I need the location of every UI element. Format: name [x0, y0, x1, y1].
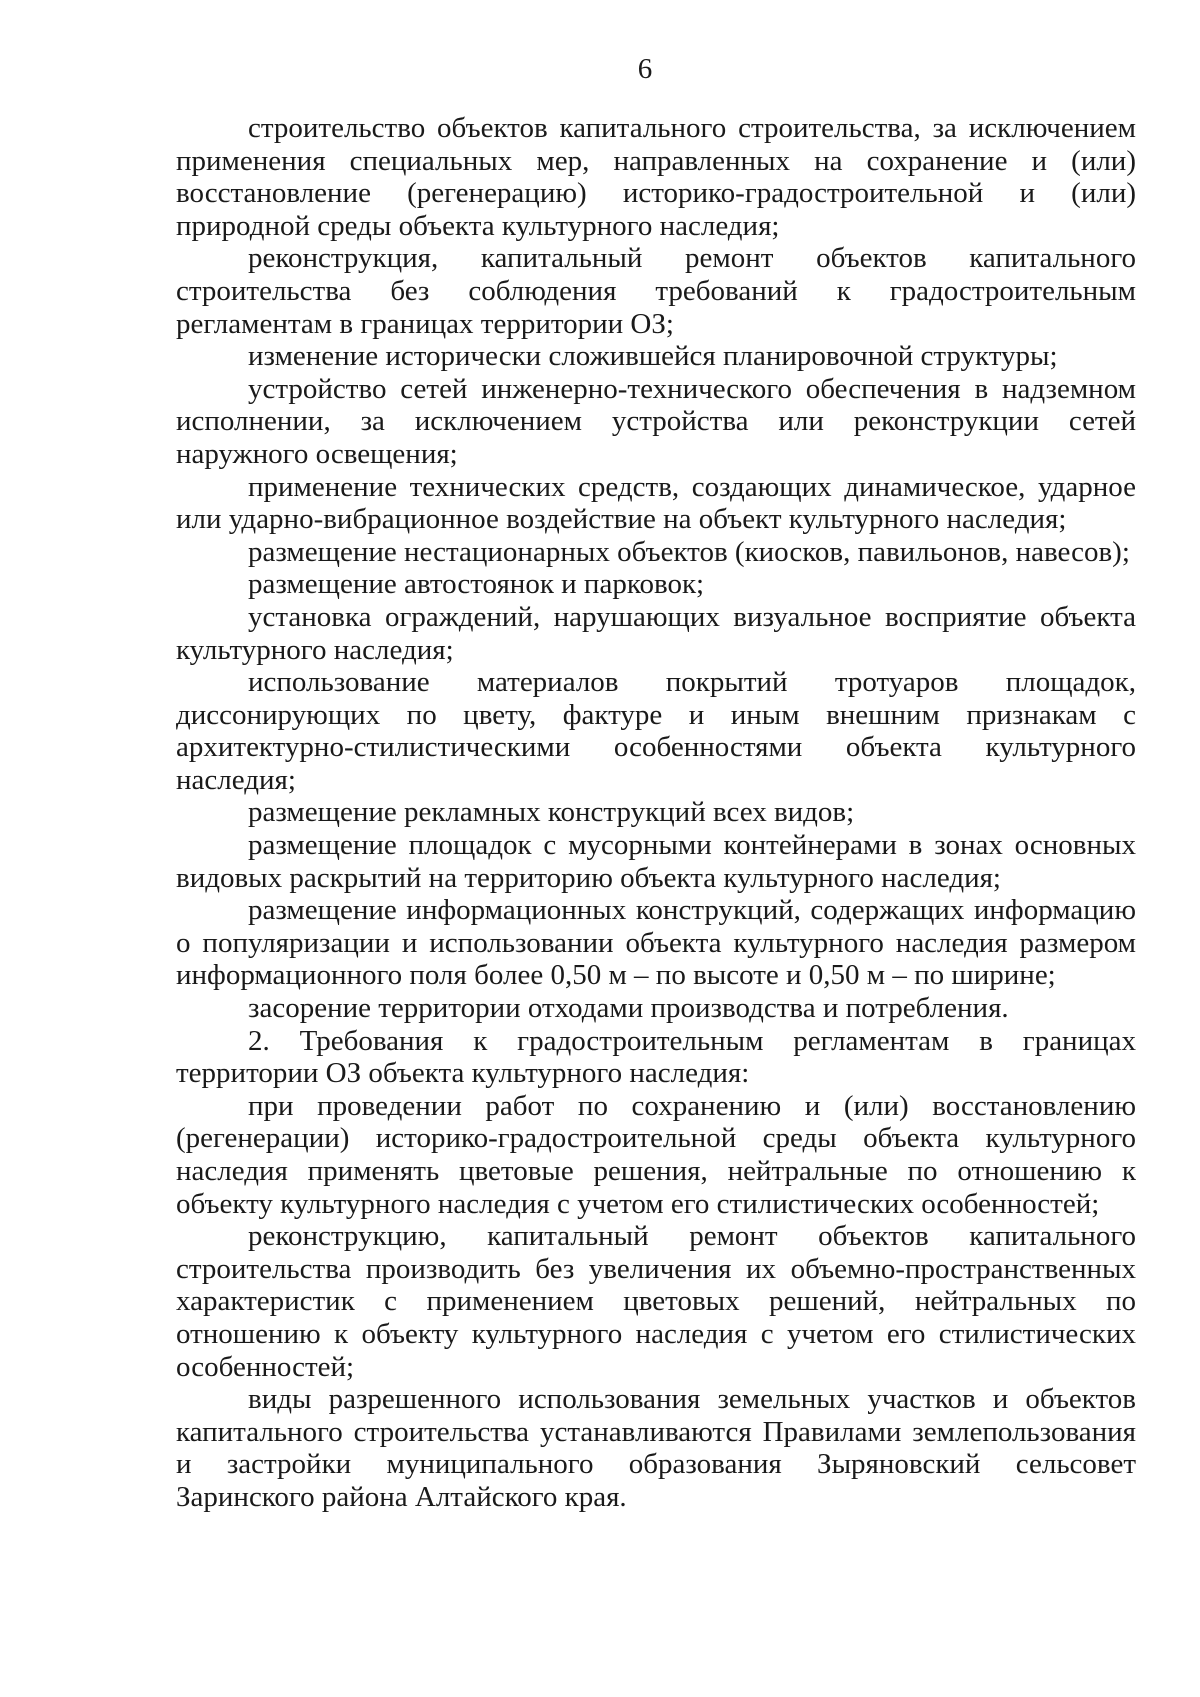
paragraph: размещение площадок с мусорными контейнерами в зонах основных видовых раскрытий на территорию объекта культурного наследия; — [176, 829, 1136, 894]
paragraph: использование материалов покрытий тротуаров площадок, диссонирующих по цвету, фактуре и иным внешним признакам с архитектурно-стилистическими особенностями объекта культурного наследия; — [176, 666, 1136, 796]
document-body — [176, 112, 1136, 1514]
paragraph: при проведении работ по сохранению и (или) восстановлению (регенерации) историко-градостроительной среды объекта культурного наследия применять цветовые решения, нейтральные по отношению к объекту культурного наследия с учетом его стилистических особенностей; — [176, 1089, 1136, 1220]
paragraph: реконструкцию, капитальный ремонт объектов капитального строительства производить без увеличения их объемно-пространственных характеристик с применением цветовых решений, нейтральных по отношению к объекту культурного наследия с учетом его стилистических особенностей; — [176, 1220, 1136, 1383]
paragraph: строительство объектов капитального строительства, за исключением применения специальных мер, направленных на сохранение и (или) восстановление (регенерацию) историко-градостроительной и (или) природной среды объекта культурного наследия; — [176, 112, 1136, 242]
section-heading-paragraph: 2. Требования к градостроительным регламентам в границах территории ОЗ объекта культурного наследия: — [176, 1024, 1136, 1090]
paragraph: размещение рекламных конструкций всех видов; — [248, 796, 855, 829]
paragraph: засорение территории отходами производства и потребления. — [248, 992, 1009, 1025]
page-number: 6 — [637, 53, 653, 85]
paragraph: размещение автостоянок и парковок; — [248, 568, 705, 601]
paragraph: размещение информационных конструкций, содержащих информацию о популяризации и использовании объекта культурного наследия размером информационного поля более 0,50 м – по высоте и 0,50 м – по ширине; — [176, 894, 1136, 992]
paragraph: устройство сетей инженерно-технического обеспечения в надземном исполнении, за исключением устройства или реконструкции сетей наружного освещения; — [176, 372, 1136, 470]
paragraph: размещение нестационарных объектов (киосков, павильонов, навесов); — [248, 535, 1130, 568]
paragraph: применение технических средств, создающих динамическое, ударное или ударно-вибрационное воздействие на объект культурного наследия; — [176, 470, 1136, 536]
paragraph: установка ограждений, нарушающих визуальное восприятие объекта культурного наследия; — [176, 600, 1136, 666]
paragraph: виды разрешенного использования земельных участков и объектов капитального строительства устанавливаются Правилами землепользования и застройки муниципального образования Зыряновский сельсовет Заринского района Алтайского края. — [176, 1383, 1136, 1513]
paragraph: реконструкция, капитальный ремонт объектов капитального строительства без соблюдения требований к градостроительным регламентам в границах территории ОЗ; — [176, 242, 1136, 340]
paragraph: изменение исторически сложившейся планировочной структуры; — [248, 340, 1058, 373]
